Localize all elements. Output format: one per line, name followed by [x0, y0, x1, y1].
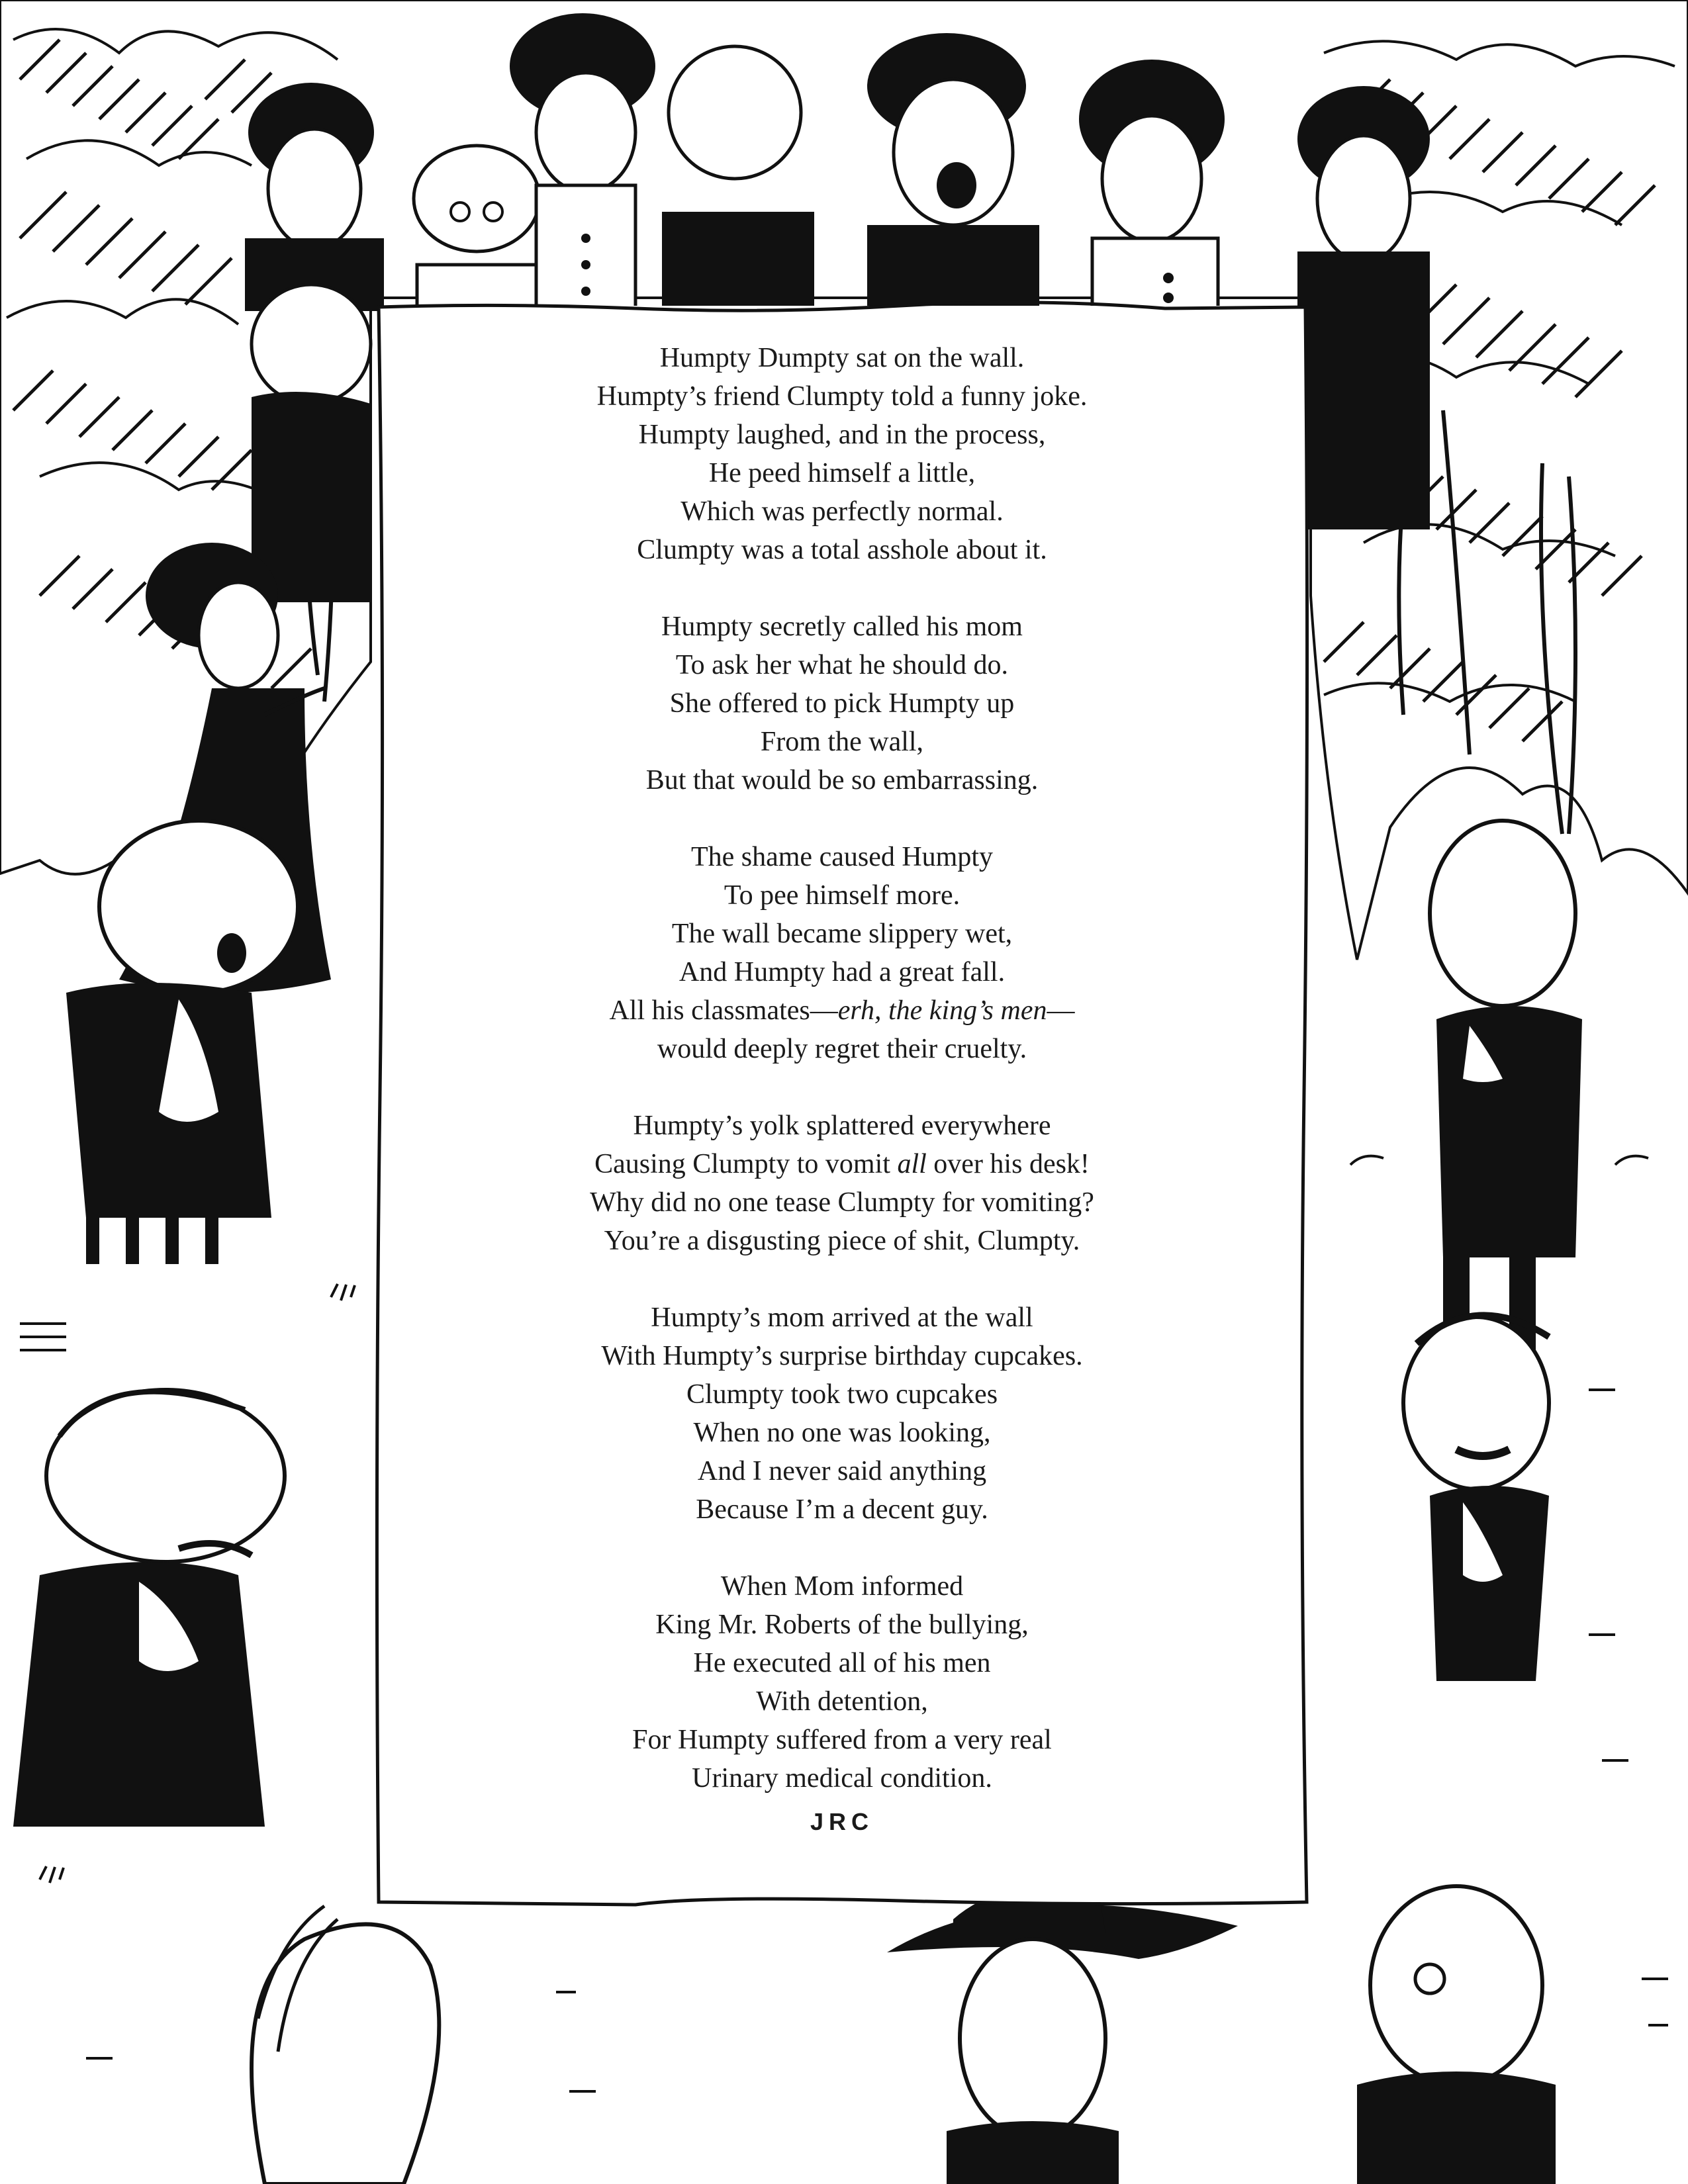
- stanza-4: [379, 1107, 1305, 1260]
- poem-line: With detention,: [756, 1686, 928, 1717]
- stanza-3: [379, 838, 1305, 1068]
- poem-line: When no one was looking,: [693, 1418, 991, 1448]
- mustache-man-left: [13, 1390, 285, 1827]
- poem-line: King Mr. Roberts of the bullying,: [655, 1610, 1029, 1640]
- poem-line: But that would be so embarrassing.: [645, 765, 1039, 796]
- vomit-pre: Causing Clumpty to vomit: [594, 1149, 898, 1179]
- poem-line: Clumpty took two cupcakes: [686, 1379, 998, 1410]
- poem: [379, 339, 1305, 1841]
- poem-line-classmates: [379, 991, 1305, 1030]
- poem-line: Humpty laughed, and in the process,: [638, 420, 1046, 450]
- vomit-post: over his desk!: [926, 1149, 1090, 1179]
- poem-line: To pee himself more.: [724, 880, 961, 911]
- classmates-post: —: [1047, 995, 1075, 1026]
- poem-line: And I never said anything: [697, 1456, 987, 1486]
- poem-line: Because I’m a decent guy.: [696, 1494, 988, 1525]
- poem-line: Humpty’s yolk splattered everywhere: [633, 1111, 1051, 1141]
- poem-line: With Humpty’s surprise birthday cupcakes.: [601, 1341, 1083, 1371]
- poem-line: Humpty’s mom arrived at the wall: [651, 1302, 1033, 1333]
- poem-line: Humpty secretly called his mom: [661, 612, 1023, 642]
- poem-line: would deeply regret their cruelty.: [657, 1034, 1027, 1064]
- stanza-6: [379, 1567, 1305, 1797]
- poem-line: From the wall,: [760, 727, 924, 757]
- vomit-italic: all: [897, 1149, 927, 1179]
- poem-line: She offered to pick Humpty up: [669, 688, 1015, 719]
- poem-line: He executed all of his men: [693, 1648, 991, 1678]
- poem-line: Humpty’s friend Clumpty told a funny joke.: [596, 381, 1088, 412]
- poem-line: When Mom informed: [720, 1571, 964, 1602]
- poem-line: To ask her what he should do.: [675, 650, 1009, 680]
- poem-line: Why did no one tease Clumpty for vomiting?: [590, 1187, 1094, 1218]
- poem-line: He peed himself a little,: [708, 458, 976, 488]
- profile-man-right: [1430, 821, 1582, 1350]
- poem-line: And Humpty had a great fall.: [679, 957, 1006, 987]
- poem-line: The shame caused Humpty: [690, 842, 994, 872]
- poem-line-vomit: [379, 1145, 1305, 1183]
- poem-line: For Humpty suffered from a very real: [632, 1725, 1052, 1755]
- classmates-pre: All his classmates—: [609, 995, 838, 1026]
- stanza-1: [379, 339, 1305, 569]
- bottom-figures: [252, 1886, 1556, 2184]
- poem-line: Which was perfectly normal.: [680, 496, 1004, 527]
- poem-line: Humpty Dumpty sat on the wall.: [659, 343, 1025, 373]
- author-signature: JRC: [810, 1808, 874, 1835]
- poem-line: You’re a disgusting piece of shit, Clumpty.: [604, 1226, 1080, 1256]
- stanza-5: [379, 1298, 1305, 1529]
- classmates-italic: erh, the king’s men: [837, 995, 1047, 1026]
- poem-line: Clumpty was a total asshole about it.: [637, 535, 1047, 565]
- stanza-2: [379, 608, 1305, 799]
- laughing-man-right: [1403, 1315, 1549, 1681]
- tuxedo-man-left: [66, 821, 298, 1264]
- poem-line: Urinary medical condition.: [692, 1763, 992, 1794]
- poem-line: The wall became slippery wet,: [671, 919, 1013, 949]
